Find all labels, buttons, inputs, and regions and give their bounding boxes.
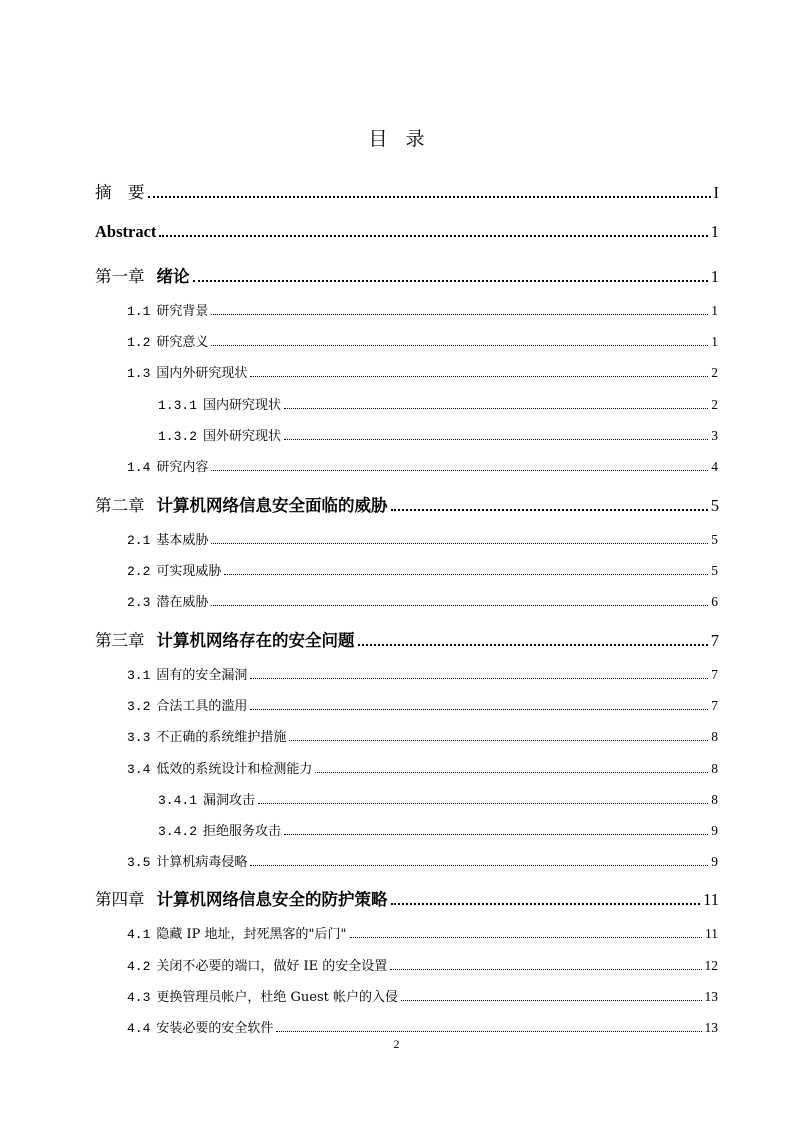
toc-entry[interactable] (158, 789, 718, 808)
dot-leader (148, 196, 711, 198)
toc-entry[interactable] (127, 362, 718, 381)
toc-entry-page: I (713, 183, 719, 202)
toc-entry-page: 9 (711, 823, 718, 838)
toc-entry-label: 国内外研究现状 (156, 366, 248, 381)
toc-entry[interactable] (95, 222, 719, 242)
toc-entry-label: 计算机网络信息安全面临的威胁 (156, 496, 388, 515)
dot-leader (391, 903, 701, 905)
dot-leader (211, 345, 708, 346)
toc-entry[interactable] (95, 492, 719, 516)
dot-leader (315, 772, 708, 773)
toc-entry[interactable] (95, 886, 719, 910)
toc-entry-label: 计算机病毒侵略 (156, 855, 248, 870)
toc-entry[interactable] (127, 300, 718, 319)
toc-entry-label: 拒绝服务攻击 (203, 824, 282, 839)
toc-entry[interactable] (95, 263, 719, 287)
dot-leader (391, 509, 708, 511)
toc-entry-page: 12 (704, 958, 718, 973)
toc-entry-number: 第二章 (95, 496, 145, 515)
dot-leader (358, 644, 708, 646)
toc-entry-number: 2.1 (127, 533, 151, 548)
toc-entry-number: 3.1 (127, 668, 151, 683)
dot-leader (401, 1000, 701, 1001)
toc-entry-label: 关闭不必要的端口，做好 IE 的安全设置 (156, 959, 388, 974)
toc-entry-page: 5 (711, 532, 718, 547)
toc-entry-page: 4 (711, 459, 718, 474)
toc-entry-number: 1.4 (127, 460, 151, 475)
toc-entry[interactable] (127, 560, 718, 579)
dot-leader (284, 408, 708, 409)
toc-entry[interactable] (158, 394, 718, 413)
toc-entry-number: 4.1 (127, 927, 151, 942)
toc-entry-page: 7 (711, 698, 718, 713)
toc-entry[interactable] (127, 923, 718, 942)
toc-entry[interactable] (127, 955, 718, 974)
toc-title: 目录 (368, 128, 443, 150)
toc-entry-page: 7 (710, 631, 719, 650)
toc-entry[interactable] (127, 851, 718, 870)
toc-entry-page: 1 (711, 334, 718, 349)
toc-entry-number: 4.4 (127, 1021, 151, 1036)
toc-entry[interactable] (127, 529, 718, 548)
toc-entry-label: 计算机网络信息安全的防护策略 (156, 890, 388, 909)
toc-entry-label: 不正确的系统维护措施 (156, 730, 287, 745)
toc-entry-page: 3 (711, 428, 718, 443)
dot-leader (284, 834, 708, 835)
dot-leader (250, 709, 708, 710)
toc-entry-number: 3.4.2 (158, 824, 198, 839)
toc-entry-label: 国外研究现状 (203, 429, 282, 444)
toc-entry-number: 3.5 (127, 855, 151, 870)
toc-entry[interactable] (127, 986, 718, 1005)
toc-entry-label: 漏洞攻击 (203, 793, 256, 808)
page-number: 2 (393, 1037, 400, 1051)
toc-entry-number: 4.3 (127, 990, 151, 1005)
toc-entry-label: 可实现威胁 (156, 564, 222, 579)
toc-entry-label: 计算机网络存在的安全问题 (156, 631, 355, 650)
toc-entry-number: 第四章 (95, 890, 145, 909)
toc-entry-number: 第一章 (95, 267, 145, 286)
dot-leader (211, 470, 708, 471)
toc-entry-number: 3.4.1 (158, 793, 198, 808)
toc-entry-label: 研究意义 (156, 335, 209, 350)
dot-leader (289, 740, 708, 741)
toc-entry-label: 绪论 (156, 267, 190, 286)
toc-entry-label: 摘 要 (95, 183, 145, 202)
toc-entry[interactable] (158, 425, 718, 444)
dot-leader (250, 678, 708, 679)
dot-leader (211, 314, 708, 315)
toc-entry-label: 研究背景 (156, 304, 209, 319)
dot-leader (390, 969, 701, 970)
toc-entry-number: 1.3.2 (158, 429, 198, 444)
toc-entry-label: 基本威胁 (156, 533, 209, 548)
toc-entry-label: 研究内容 (156, 460, 209, 475)
toc-entry-label: 隐藏 IP 地址，封死黑客的"后门" (156, 927, 347, 942)
toc-entry-label: 固有的安全漏洞 (156, 668, 248, 683)
dot-leader (211, 543, 708, 544)
dot-leader (258, 803, 708, 804)
toc-entry-label: 更换管理员帐户，杜绝 Guest 帐户的入侵 (156, 990, 399, 1005)
toc-entry-page: 6 (711, 594, 718, 609)
toc-entry[interactable] (95, 179, 719, 203)
dot-leader (284, 439, 708, 440)
toc-entry-label: 安装必要的安全软件 (156, 1021, 274, 1036)
toc-entry[interactable] (127, 758, 718, 777)
toc-entry-page: 2 (711, 365, 718, 380)
toc-entry-number: 1.1 (127, 304, 151, 319)
toc-entry-page: 5 (710, 496, 719, 515)
toc-entry-number: 4.2 (127, 959, 151, 974)
dot-leader (193, 280, 708, 282)
toc-entry-page: 8 (711, 792, 718, 807)
toc-entry-label: 低效的系统设计和检测能力 (156, 762, 313, 777)
toc-entry-page: 11 (703, 890, 719, 909)
toc-entry-number: 2.3 (127, 595, 151, 610)
toc-entry-number: 3.3 (127, 730, 151, 745)
dot-leader (276, 1031, 701, 1032)
toc-entry-page: 13 (704, 989, 718, 1004)
toc-entry-page: 1 (710, 267, 719, 286)
dot-leader (224, 574, 708, 575)
toc-entry-page: 5 (711, 563, 718, 578)
dot-leader (159, 235, 707, 237)
toc-entry[interactable] (127, 591, 718, 610)
toc-entry-page: 2 (711, 397, 718, 412)
toc-entry[interactable] (127, 456, 718, 475)
toc-entry-page: 7 (711, 667, 718, 682)
dot-leader (250, 865, 708, 866)
toc-entry-number: 第三章 (95, 631, 145, 650)
toc-entry[interactable] (127, 1017, 718, 1036)
dot-leader (350, 937, 702, 938)
toc-entry[interactable] (158, 820, 718, 839)
toc-entry-label: 潜在威胁 (156, 595, 209, 610)
toc-entry-page: 1 (711, 303, 718, 318)
dot-leader (211, 605, 708, 606)
dot-leader (250, 376, 708, 377)
toc-entry-number: 1.3.1 (158, 398, 198, 413)
toc-entry[interactable] (127, 695, 718, 714)
toc-entry-number: 3.4 (127, 762, 151, 777)
toc-entry[interactable] (127, 331, 718, 350)
toc-entry-number: 1.3 (127, 366, 151, 381)
toc-entry-number: 3.2 (127, 699, 151, 714)
toc-entry-label: Abstract (95, 222, 157, 241)
toc-entry-page: 11 (705, 926, 718, 941)
toc-entry[interactable] (127, 664, 718, 683)
toc-entry-page: 8 (711, 761, 718, 776)
toc-entry-number: 1.2 (127, 335, 151, 350)
toc-entry-label: 合法工具的滥用 (156, 699, 248, 714)
toc-entry-label: 国内研究现状 (203, 398, 282, 413)
toc-entry[interactable] (95, 627, 719, 651)
toc-entry-page: 1 (710, 222, 719, 241)
toc-entry[interactable] (127, 726, 718, 745)
toc-entry-number: 2.2 (127, 564, 151, 579)
toc-entry-page: 9 (711, 854, 718, 869)
toc-entry-page: 8 (711, 729, 718, 744)
toc-entry-page: 13 (704, 1020, 718, 1035)
